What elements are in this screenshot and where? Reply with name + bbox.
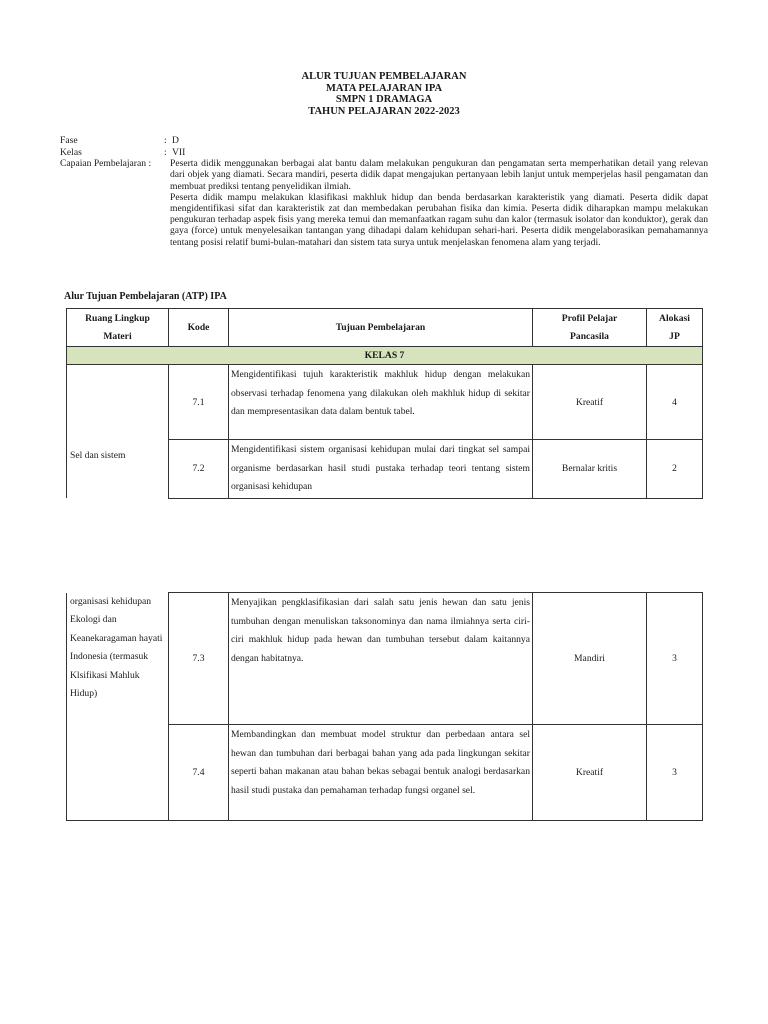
profil-cell: Kreatif <box>533 365 647 440</box>
kelas-value: VII <box>172 146 186 158</box>
info-section <box>60 135 708 248</box>
kelas-row <box>60 147 708 159</box>
kode-cell: 7.2 <box>169 440 229 499</box>
capaian-label: Capaian Pembelajaran : <box>60 158 152 170</box>
capaian-text <box>170 158 708 248</box>
table-row <box>67 593 703 725</box>
kode-cell: 7.3 <box>169 593 229 725</box>
kelas-label: KELAS 7 <box>67 347 703 365</box>
fase-value: D <box>172 135 179 146</box>
document-header <box>0 71 768 117</box>
profil-cell: Mandiri <box>533 593 647 725</box>
jp-cell: 4 <box>647 365 703 440</box>
fase-colon: : <box>164 135 167 146</box>
profil-cell: Bernalar kritis <box>533 440 647 499</box>
atp-table-part-2 <box>66 592 703 821</box>
header-jp <box>647 309 703 347</box>
header-subject: MATA PELAJARAN IPA <box>325 82 443 94</box>
header-jp-line2: JP <box>669 330 680 342</box>
header-materi-line1: Ruang Lingkup <box>85 312 150 324</box>
materi-cell-continued <box>67 593 169 821</box>
header-profil-line1: Profil Pelajar <box>561 312 618 324</box>
atp-title: Alur Tujuan Pembelajaran (ATP) IPA <box>64 291 227 302</box>
atp-table-part-1 <box>66 308 703 499</box>
fase-row <box>60 135 708 147</box>
header-title: ALUR TUJUAN PEMBELAJARAN <box>301 71 467 82</box>
table-header-row <box>67 309 703 347</box>
kode-cell: 7.1 <box>169 365 229 440</box>
header-jp-line1: Alokasi <box>659 312 690 324</box>
capaian-row <box>60 158 708 248</box>
capaian-paragraph-1: Peserta didik menggunakan berbagai alat bantu dalam melakukan pengukuran dan pengamatan serta memperhatikan detail yang relevan dari objek yang diamati. Secara mandiri, peserta didik dapat mengajukan pertanyaan lebih lanjut untuk memperjelas hasil pengamatan dan membuat prediksi tentang penyelidikan ilmiah. <box>170 158 708 192</box>
header-materi <box>67 309 169 347</box>
header-profil <box>533 309 647 347</box>
kelas-label: Kelas <box>60 146 82 158</box>
capaian-paragraph-2: Peserta didik mampu melakukan klasifikasi makhluk hidup dan benda berdasarkan karakteristik yang diamati. Peserta didik dapat mengidentifikasi sifat dan karakteristik zat dan membedakan perubahan fisika dan kimia. Peserta didik diharapkan mampu melakukan pengukuran terhadap aspek fisis yang mereka temui dan memanfaatkan ragam suhu dan kalor (termasuk isolator dan konduktor), gerak dan gaya (force) untuk menyelesaikan tantangan yang dihadapi dalam kehidupan sehari-hari. Peserta didik mengelaborasikan pemahamannya tentang posisi relatif bumi-bulan-matahari dan sistem tata surya untuk menjelaskan fenomena alam yang terjadi. <box>170 191 708 248</box>
jp-cell: 3 <box>647 593 703 725</box>
tujuan-cell: Menyajikan pengklasifikasian dari salah satu jenis hewan dan satu jenis tumbuhan dengan menuliskan taksonominya dan nama ilmiahnya serta ciri-ciri makhluk hidup pada hewan dan tumbuhan tersebut dalam kaitannya dengan habitatnya. <box>229 593 533 725</box>
header-year: TAHUN PELAJARAN 2022-2023 <box>308 105 460 117</box>
kelas-colon: : <box>164 146 167 158</box>
materi-cell <box>67 365 169 499</box>
header-materi-line2: Materi <box>103 330 132 342</box>
tujuan-cell: Mengidentifikasi tujuh karakteristik makhluk hidup dengan melakukan observasi terhadap fenomena yang dilakukan oleh makhluk hidup di sekitar dan mempresentasikan data dalam bentuk tabel. <box>229 365 533 440</box>
fase-label: Fase <box>60 135 78 146</box>
jp-cell: 3 <box>647 725 703 821</box>
table-row <box>67 365 703 440</box>
materi-text-part-2: organisasi kehidupan Ekologi dan Keanekaragaman hayati Indonesia (termasuk Klsifikasi Mahluk Hidup) <box>70 595 163 700</box>
jp-cell: 2 <box>647 440 703 499</box>
header-school: SMPN 1 DRAMAGA <box>335 94 433 106</box>
tujuan-cell: Membandingkan dan membuat model struktur dan perbedaan antara sel hewan dan tumbuhan dari berbagai bahan yang ada pada lingkungan sekitar seperti bahan makanan atau bahan bekas sebagai bentuk analogi berdasarkan hasil studi pustaka dan pemahaman terhadap fungsi organel sel. <box>229 725 533 821</box>
header-tujuan: Tujuan Pembelajaran <box>229 309 533 347</box>
header-kode: Kode <box>169 309 229 347</box>
header-profil-line2: Pancasila <box>570 330 609 342</box>
tujuan-cell: Mengidentifikasi sistem organisasi kehidupan mulai dari tingkat sel sampai organisme berdasarkan hasil studi pustaka terhadap teori tentang sistem organisasi kehidupan <box>229 440 533 499</box>
kode-cell: 7.4 <box>169 725 229 821</box>
profil-cell: Kreatif <box>533 725 647 821</box>
kelas-row <box>67 347 703 365</box>
materi-text-part-1: Sel dan sistem <box>70 450 126 461</box>
